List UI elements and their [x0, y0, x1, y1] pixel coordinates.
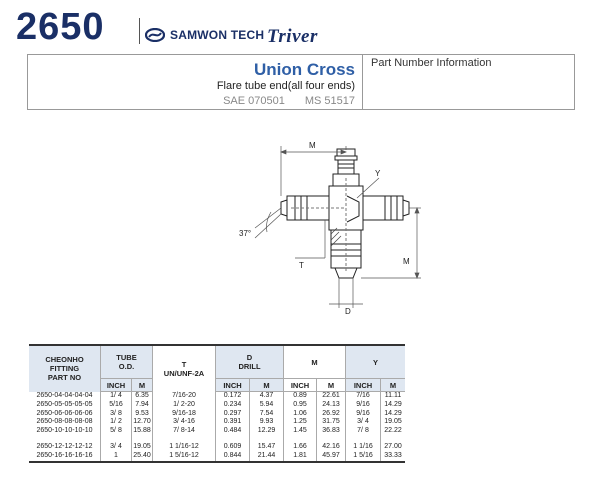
header-drill-mm: M	[250, 379, 284, 392]
table-cell-y-in: 1 1/16	[346, 443, 381, 452]
table-cell-d-in: 0.609	[216, 443, 250, 452]
table-cell-part: 2650-04-04-04-04	[36, 391, 93, 399]
product-name: Union Cross	[253, 60, 355, 79]
table-row	[29, 401, 405, 410]
product-description: Flare tube end(all four ends)	[216, 80, 355, 92]
table-cell-y-mm: 33.33	[381, 452, 406, 462]
table-cell-d-in: 0.297	[216, 410, 250, 419]
table-cell-part: 2650-05-05-05-05	[36, 400, 93, 408]
table-cell-d-mm: 5.94	[250, 401, 284, 410]
header-y-mm: M	[381, 379, 406, 392]
table-cell-tube-mm: 25.40	[132, 452, 153, 462]
dim-label-t: T	[299, 261, 304, 270]
dim-label-angle: 37°	[239, 229, 252, 238]
table-cell-tube-in: 1/ 4	[101, 392, 132, 401]
table-cell-y-in: 7/ 8	[346, 427, 381, 436]
table-body	[29, 392, 405, 462]
table-cell-tube-in: 5/16	[101, 401, 132, 410]
table-cell-empty	[381, 436, 406, 443]
table-cell-tube-mm: 15.88	[133, 427, 151, 435]
table-cell-part: 2650-08-08-08-08	[36, 418, 93, 426]
header-part-line1: CHEONHO	[45, 355, 84, 365]
table-cell-m-mm: 42.16	[317, 443, 346, 452]
table-cell-tube-in: 3/ 8	[101, 410, 132, 419]
header-m-mm: M	[317, 379, 346, 392]
dim-label-y: Y	[375, 169, 381, 178]
dim-label-m-top: M	[309, 141, 316, 150]
dimensions-table	[29, 344, 405, 463]
table-cell-empty	[216, 436, 250, 443]
right-arm	[363, 196, 409, 220]
header-tube-mm: M	[132, 379, 153, 392]
table-cell-d-mm: 7.54	[250, 410, 284, 419]
header-part-number	[29, 345, 101, 392]
standard-sae: SAE 070501	[223, 95, 285, 107]
header-m-inch: INCH	[284, 379, 317, 392]
table-cell-empty	[346, 436, 381, 443]
dim-label-d: D	[345, 307, 351, 316]
header-tube-line1: TUBE	[116, 353, 137, 362]
header-divider	[139, 18, 140, 44]
table-cell-tube-mm: 19.05	[133, 442, 151, 450]
header-thread-line2: UN/UNF-2A	[163, 368, 205, 378]
table-cell-m-in: 1.06	[284, 410, 317, 419]
table-cell-empty	[317, 436, 346, 443]
table-cell-d-in: 0.172	[216, 392, 250, 401]
triver-logo: Triver	[267, 26, 318, 47]
table-cell-y-mm: 19.05	[381, 418, 406, 427]
table-cell-tube-in: 3/ 4	[101, 443, 132, 452]
header-y-inch: INCH	[346, 379, 381, 392]
header-y: Y	[346, 345, 406, 379]
table-cell-d-in: 0.844	[216, 452, 250, 462]
table-cell-m-in: 0.89	[284, 392, 317, 401]
header-m: M	[284, 345, 346, 379]
table-row	[29, 427, 405, 436]
table-cell-m-mm: 22.61	[317, 392, 346, 401]
table-cell-y-in: 9/16	[346, 410, 381, 419]
header-thread	[153, 345, 216, 392]
table-cell-y-mm: 22.22	[381, 427, 406, 436]
table-row	[29, 443, 405, 452]
table-cell-part: 2650-06-06-06-06	[36, 409, 93, 417]
table-cell-m-in: 0.95	[284, 401, 317, 410]
table-cell-empty	[101, 436, 132, 443]
table-cell-m-in: 1.25	[284, 418, 317, 427]
table-cell-tube-mm: 9.53	[132, 410, 153, 419]
table-cell-t: 1/ 2-20	[153, 401, 216, 410]
table-row	[29, 392, 405, 401]
table-cell-y-in: 3/ 4	[346, 418, 381, 427]
table-cell-y-mm: 27.00	[381, 443, 406, 452]
table-cell-empty	[284, 436, 317, 443]
table-cell-t: 9/16-18	[153, 410, 216, 419]
table-cell-m-in: 1.81	[284, 452, 317, 462]
table-cell-t: 3/ 4-16	[153, 418, 216, 427]
table-row	[29, 452, 405, 462]
header-drill	[216, 345, 284, 379]
table-cell-tube-in: 5/ 8	[101, 427, 132, 436]
body-hex	[347, 196, 359, 222]
catalog-number: 2650	[16, 6, 105, 48]
table-cell-empty	[29, 436, 101, 443]
section-hatch	[331, 228, 341, 246]
table-cell-m-mm: 45.97	[317, 452, 346, 462]
table-cell-empty	[153, 436, 216, 443]
header-part-line3: PART NO	[47, 373, 82, 383]
header-tube-od	[101, 345, 153, 379]
table-cell-t: 1 5/16-12	[153, 452, 216, 462]
header-tube-inch: INCH	[101, 379, 132, 392]
table-cell-y-mm: 14.29	[381, 401, 406, 410]
table-cell-part: 2650-12-12-12-12	[36, 442, 93, 450]
table-cell-m-mm: 31.75	[317, 418, 346, 427]
header-drill-line2: DRILL	[238, 362, 261, 371]
table-row-gap	[29, 436, 405, 443]
table-cell-d-in: 0.234	[216, 401, 250, 410]
table-row	[29, 418, 405, 427]
table-cell-m-in: 1.66	[284, 443, 317, 452]
samwon-tech-text: SAMWON TECH	[170, 28, 265, 42]
standard-ms: MS 51517	[304, 95, 355, 107]
table-row	[29, 410, 405, 419]
table-cell-m-mm: 36.83	[317, 427, 346, 436]
table-cell-y-in: 9/16	[346, 401, 381, 410]
table-cell-y-mm: 14.29	[381, 410, 406, 419]
samwon-swoosh-icon	[145, 28, 165, 42]
header-drill-line1: D	[246, 353, 253, 362]
table-cell-empty	[132, 436, 153, 443]
table-cell-y-in: 7/16	[346, 392, 381, 401]
table-cell-tube-mm: 12.70	[133, 418, 151, 426]
table-cell-m-in: 1.45	[284, 427, 317, 436]
samwon-tech-logo	[145, 28, 264, 42]
table-cell-tube-in: 1/ 2	[101, 418, 132, 427]
title-box-divider	[362, 54, 363, 110]
table-cell-tube-in: 1	[101, 452, 132, 462]
table-cell-m-mm: 24.13	[317, 401, 346, 410]
table-cell-d-in: 0.391	[216, 418, 250, 427]
table-cell-empty	[250, 436, 284, 443]
table-cell-tube-mm: 6.35	[132, 392, 153, 401]
header-thread-line1: T	[181, 359, 187, 369]
header-drill-inch: INCH	[216, 379, 250, 392]
table-cell-t: 7/ 8-14	[153, 427, 216, 436]
dim-label-m-right: M	[403, 257, 410, 266]
union-cross-drawing	[225, 138, 425, 318]
table-cell-d-mm: 9.93	[250, 418, 284, 427]
table-cell-y-in: 1 5/16	[346, 452, 381, 462]
table-cell-part: 2650-16-16-16-16	[29, 452, 101, 462]
table-cell-d-mm: 4.37	[250, 392, 284, 401]
table-cell-d-in: 0.484	[216, 427, 250, 436]
table-cell-part: 2650-10-10-10-10	[36, 427, 93, 435]
header-tube-line2: O.D.	[118, 362, 135, 371]
table-cell-t: 7/16-20	[153, 392, 216, 401]
part-number-info-label: Part Number Information	[371, 57, 492, 69]
table-cell-y-mm: 11.11	[381, 392, 406, 401]
table-cell-d-mm: 12.29	[250, 427, 284, 436]
table-cell-d-mm: 21.44	[250, 452, 284, 462]
table-cell-tube-mm: 7.94	[132, 401, 153, 410]
table-cell-d-mm: 15.47	[250, 443, 284, 452]
product-standards	[150, 95, 355, 107]
table-cell-t: 1 1/16-12	[153, 443, 216, 452]
header-part-line2: FITTING	[49, 364, 80, 374]
table-cell-m-mm: 26.92	[317, 410, 346, 419]
